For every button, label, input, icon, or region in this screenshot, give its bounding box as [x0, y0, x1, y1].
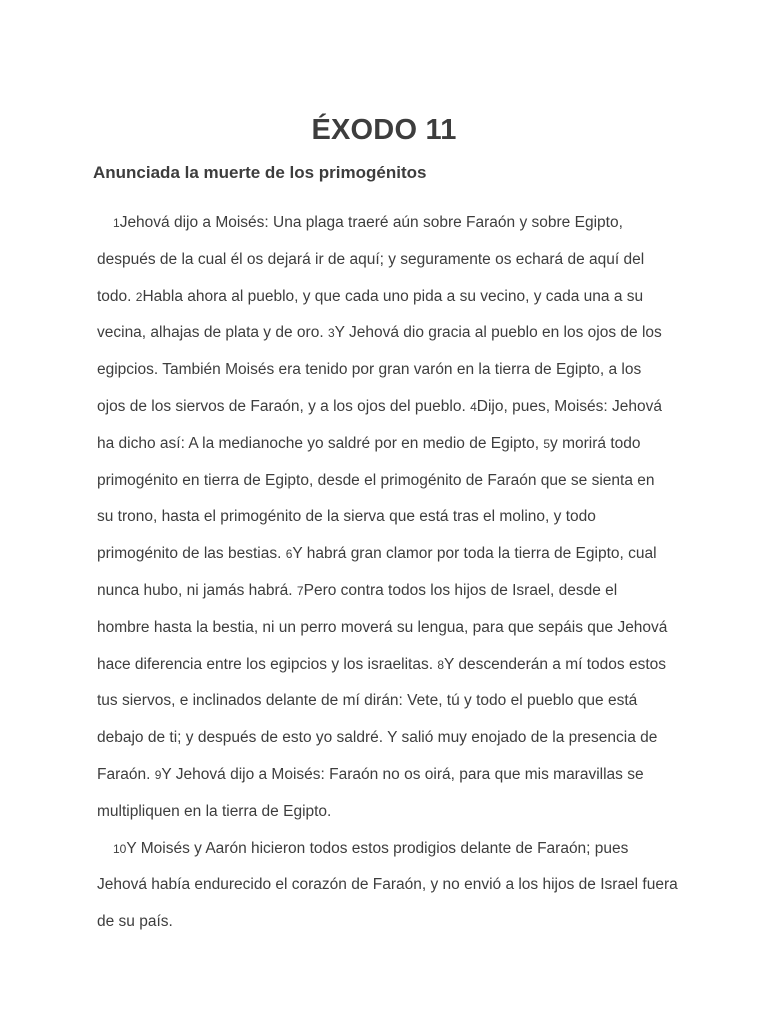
text-line [97, 315, 677, 352]
text-line [97, 463, 677, 500]
verse-text: egipcios. También Moisés era tenido por gran varón en la tierra de Egipto, a los [97, 361, 642, 379]
scripture-text [97, 205, 677, 941]
verse-text: hace diferencia entre los egipcios y los israelitas. [97, 655, 438, 673]
verse-number: 6 [285, 547, 293, 562]
verse-text: Y habrá gran clamor por toda la tierra de Egipto, cual [292, 545, 657, 563]
verse-number: 8 [437, 657, 444, 672]
verse-text: Y descenderán a mí todos estos [444, 655, 667, 673]
text-line [97, 647, 677, 684]
verse-text: multipliquen en la tierra de Egipto. [97, 802, 332, 820]
verse-text: y morirá todo [550, 434, 641, 452]
text-line [97, 794, 677, 831]
verse-text: Y Jehová dijo a Moisés: Faraón no os oirá, para que mis maravillas se [161, 765, 644, 783]
verse-text: Habla ahora al pueblo, y que cada uno pida a su vecino, y cada una a su [142, 287, 644, 305]
verse-text: después de la cual él os dejará ir de aquí; y seguramente os echará de aquí del [97, 250, 645, 268]
text-line [97, 352, 677, 389]
text-line [97, 867, 677, 904]
text-line [97, 205, 677, 242]
text-line [97, 389, 677, 426]
verse-text: primogénito de las bestias. [97, 545, 286, 563]
text-line [97, 757, 677, 794]
verse-text: Faraón. [97, 765, 155, 783]
verse-number: 4 [470, 399, 477, 414]
verse-text: Jehová dijo a Moisés: Una plaga traeré aún sobre Faraón y sobre Egipto, [119, 214, 623, 231]
verse-number: 5 [543, 436, 551, 451]
verse-text: Pero contra todos los hijos de Israel, desde el [303, 581, 618, 599]
verse-text: vecina, alhajas de plata y de oro. [97, 324, 328, 342]
text-line [97, 610, 677, 647]
verse-number: 10 [113, 841, 127, 856]
verse-text: debajo de ti; y después de esto yo saldré. Y salió muy enojado de la presencia de [97, 729, 658, 747]
verse-text: nunca hubo, ni jamás habrá. [97, 581, 297, 599]
verse-number: 1 [113, 216, 120, 230]
verse-text: todo. [97, 287, 136, 305]
verse-text: Jehová había endurecido el corazón de Faraón, y no envió a los hijos de Israel fuera [97, 876, 678, 894]
verse-number: 3 [327, 326, 335, 341]
text-line [97, 683, 677, 720]
text-line [97, 573, 677, 610]
text-line [97, 720, 677, 757]
paragraph-2 [97, 831, 677, 941]
text-line [97, 536, 677, 573]
verse-text: tus siervos, e inclinados delante de mí dirán: Vete, tú y todo el pueblo que está [97, 692, 638, 710]
verse-text: Y Jehová dio gracia al pueblo en los ojos de los [334, 324, 662, 342]
verse-text: su trono, hasta el primogénito de la sierva que está tras el molino, y todo [97, 508, 596, 526]
verse-text: Y Moisés y Aarón hicieron todos estos prodigios delante de Faraón; pues [126, 839, 629, 857]
chapter-title: ÉXODO 11 [311, 114, 457, 146]
verse-text: de su país. [97, 913, 173, 931]
verse-text: primogénito en tierra de Egipto, desde el primogénito de Faraón que se sienta en [97, 471, 655, 489]
verse-number: 2 [135, 289, 143, 304]
text-line [97, 279, 677, 316]
section-heading: Anunciada la muerte de los primogénitos [93, 163, 427, 182]
text-line [97, 499, 677, 536]
verse-number: 9 [154, 767, 162, 782]
paragraph-1 [97, 205, 677, 831]
text-line [97, 831, 677, 868]
text-line [97, 426, 677, 463]
verse-text: Dijo, pues, Moisés: Jehová [476, 397, 662, 415]
verse-number: 7 [296, 583, 304, 598]
text-line [97, 242, 677, 279]
text-line [97, 904, 677, 941]
verse-text: hombre hasta la bestia, ni un perro moverá su lengua, para que sepáis que Jehová [97, 618, 668, 636]
verse-text: ojos de los siervos de Faraón, y a los ojos del pueblo. [97, 397, 471, 415]
verse-text: ha dicho así: A la medianoche yo saldré por en medio de Egipto, [97, 434, 544, 452]
